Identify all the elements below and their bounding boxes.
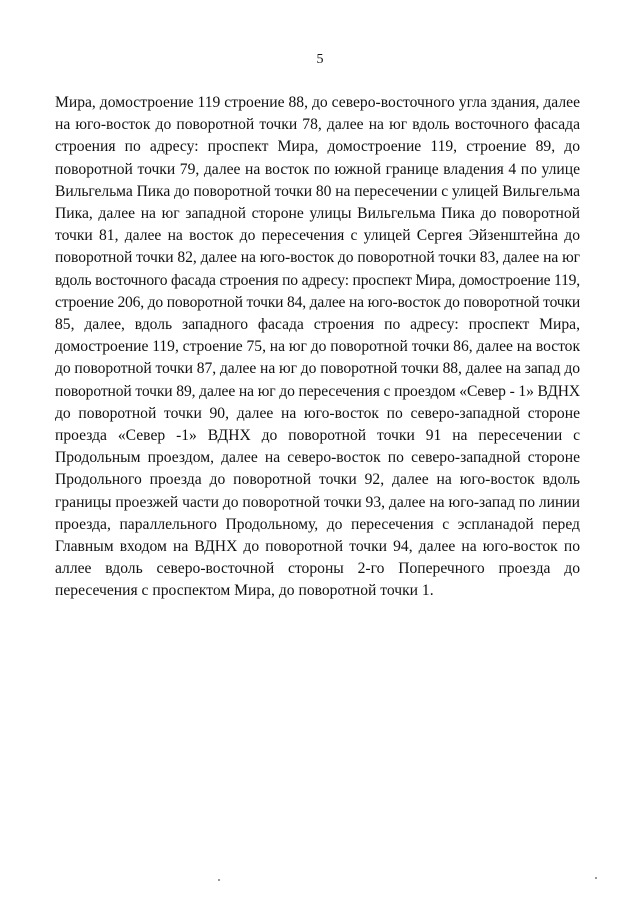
text-line: поворотной точки 79, далее на восток по южной границе владения 4 по улице bbox=[55, 160, 580, 178]
text-line: поворотной точки 89, далее на юг до пересечения с проездом «Север - 1» ВДНХ bbox=[55, 382, 580, 400]
text-line: аллее вдоль северо-восточной стороны 2-го Поперечного проезда до bbox=[55, 560, 580, 578]
text-line: на юго-восток до поворотной точки 78, далее на юг вдоль восточного фасада bbox=[55, 116, 580, 134]
scan-speck bbox=[218, 879, 220, 881]
text-line: Вильгельма Пика до поворотной точки 80 на пересечении с улицей Вильгельма bbox=[55, 182, 580, 200]
text-line: до поворотной точки 90, далее на юго-восток по северо-западной стороне bbox=[55, 404, 580, 422]
text-line: до поворотной точки 87, далее на юг до поворотной точки 88, далее на запад до bbox=[55, 360, 580, 378]
text-line: строение 206, до поворотной точки 84, далее на юго-восток до поворотной точки bbox=[55, 293, 580, 311]
text-line: домостроение 119, строение 75, на юг до поворотной точки 86, далее на восток bbox=[55, 338, 580, 356]
text-line: Продольного проезда до поворотной точки 92, далее на юго-восток вдоль bbox=[55, 471, 580, 489]
text-line: границы проезжей части до поворотной точки 93, далее на юго-запад по линии bbox=[55, 493, 580, 511]
text-line: поворотной точки 82, далее на юго-восток до поворотной точки 83, далее на юг bbox=[55, 249, 580, 267]
text-line: вдоль восточного фасада строения по адресу: проспект Мира, домостроение 119, bbox=[55, 271, 580, 289]
page-number: 5 bbox=[316, 52, 324, 67]
text-line: пересечения с проспектом Мира, до поворотной точки 1. bbox=[55, 582, 434, 600]
text-line: Главным входом на ВДНХ до поворотной точки 94, далее на юго-восток по bbox=[55, 538, 580, 556]
body-paragraph bbox=[55, 92, 580, 603]
scan-speck bbox=[595, 877, 597, 879]
text-line: точки 81, далее на восток до пересечения с улицей Сергея Эйзенштейна до bbox=[55, 227, 580, 245]
text-line: 85, далее, вдоль западного фасада строения по адресу: проспект Мира, bbox=[55, 316, 580, 334]
text-line: Мира, домостроение 119 строение 88, до северо-восточного угла здания, далее bbox=[55, 94, 580, 111]
text-line: проезда, параллельного Продольному, до пересечения с эспланадой перед bbox=[55, 515, 580, 533]
text-line: проезда «Север -1» ВДНХ до поворотной точки 91 на пересечении с bbox=[55, 427, 580, 445]
text-line: Пика, далее на юг западной стороне улицы Вильгельма Пика до поворотной bbox=[55, 205, 580, 223]
text-line: строения по адресу: проспект Мира, домостроение 119, строение 89, до bbox=[55, 138, 580, 156]
text-line: Продольным проездом, далее на северо-восток по северо-западной стороне bbox=[55, 449, 580, 467]
